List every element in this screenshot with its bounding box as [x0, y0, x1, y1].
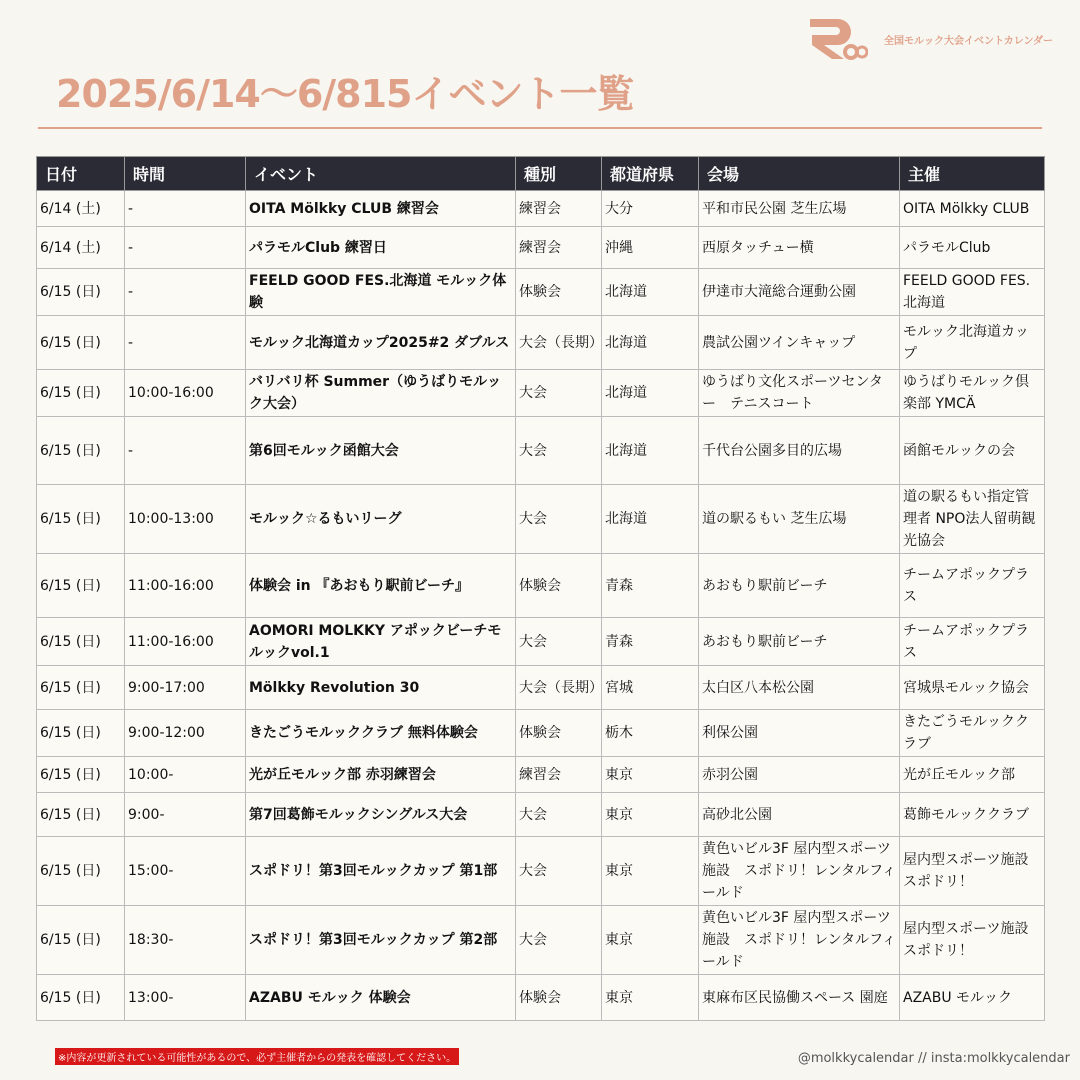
table-row [37, 370, 1045, 417]
cell-time: - [125, 227, 246, 269]
cell-prefecture: 北海道 [602, 370, 699, 417]
cell-organizer: OITA Mölkky CLUB [900, 191, 1045, 227]
cell-time: - [125, 269, 246, 316]
title-divider [38, 127, 1042, 129]
cell-event: FEELD GOOD FES.北海道 モルック体験 [246, 269, 516, 316]
table-row [37, 975, 1045, 1021]
cell-venue: 東麻布区民協働スペース 園庭 [699, 975, 900, 1021]
table-row [37, 269, 1045, 316]
cell-organizer: 宮城県モルック協会 [900, 666, 1045, 710]
table-row [37, 191, 1045, 227]
cell-time: 9:00- [125, 793, 246, 837]
cell-prefecture: 東京 [602, 975, 699, 1021]
cell-venue: 千代台公園多目的広場 [699, 417, 900, 485]
cell-time: 9:00-12:00 [125, 710, 246, 757]
column-header-organizer: 主催 [900, 157, 1045, 191]
cell-venue: ゆうばり文化スポーツセンター テニスコート [699, 370, 900, 417]
cell-prefecture: 北海道 [602, 485, 699, 554]
cell-event: 第7回葛飾モルックシングルス大会 [246, 793, 516, 837]
cell-date: 6/15 (日) [37, 316, 125, 370]
cell-event: 第6回モルック函館大会 [246, 417, 516, 485]
cell-venue: あおもり駅前ビーチ [699, 618, 900, 666]
cell-date: 6/15 (日) [37, 793, 125, 837]
table-row [37, 316, 1045, 370]
cell-time: - [125, 316, 246, 370]
cell-organizer: 葛飾モルッククラブ [900, 793, 1045, 837]
cell-organizer: 屋内型スポーツ施設 スポドリ！ [900, 906, 1045, 975]
cell-prefecture: 沖縄 [602, 227, 699, 269]
cell-time: 13:00- [125, 975, 246, 1021]
cell-venue: あおもり駅前ビーチ [699, 554, 900, 618]
cell-event: パラモルClub 練習日 [246, 227, 516, 269]
cell-event: きたごうモルッククラブ 無料体験会 [246, 710, 516, 757]
cell-organizer: ゆうばりモルック倶楽部 YMCÄ [900, 370, 1045, 417]
cell-venue: 利保公園 [699, 710, 900, 757]
event-rows [37, 191, 1045, 1021]
cell-date: 6/15 (日) [37, 417, 125, 485]
cell-event: 体験会 in 『あおもり駅前ビーチ』 [246, 554, 516, 618]
column-header-event: イベント [246, 157, 516, 191]
cell-organizer: 光が丘モルック部 [900, 757, 1045, 793]
cell-organizer: AZABU モルック [900, 975, 1045, 1021]
cell-event: OITA Mölkky CLUB 練習会 [246, 191, 516, 227]
cell-date: 6/15 (日) [37, 554, 125, 618]
footer-handles: @molkkycalendar // insta:molkkycalendar [797, 1051, 1070, 1066]
cell-prefecture: 東京 [602, 793, 699, 837]
cell-time: 15:00- [125, 837, 246, 906]
cell-date: 6/14 (土) [37, 227, 125, 269]
cell-venue: 黄色いビル3F 屋内型スポーツ施設 スポドリ！レンタルフィールド [699, 906, 900, 975]
table-row [37, 666, 1045, 710]
brand-name: 全国モルック大会イベントカレンダー [884, 36, 1054, 47]
cell-time: - [125, 417, 246, 485]
cell-date: 6/15 (日) [37, 757, 125, 793]
cell-type: 大会 [516, 485, 602, 554]
cell-prefecture: 宮城 [602, 666, 699, 710]
cell-venue: 高砂北公園 [699, 793, 900, 837]
cell-type: 大会（長期） [516, 316, 602, 370]
disclaimer-note: ※内容が更新されている可能性があるので、必ず主催者からの発表を確認してください。 [55, 1048, 459, 1065]
cell-time: 9:00-17:00 [125, 666, 246, 710]
cell-date: 6/15 (日) [37, 269, 125, 316]
cell-event: モルック北海道カップ2025#2 ダブルス [246, 316, 516, 370]
table-row [37, 793, 1045, 837]
event-table [36, 156, 1045, 1021]
cell-event: スポドリ！第3回モルックカップ 第1部 [246, 837, 516, 906]
cell-time: 10:00- [125, 757, 246, 793]
table-row [37, 710, 1045, 757]
cell-type: 体験会 [516, 269, 602, 316]
cell-date: 6/15 (日) [37, 975, 125, 1021]
cell-type: 大会 [516, 618, 602, 666]
table-row [37, 757, 1045, 793]
cell-venue: 西原タッチュー横 [699, 227, 900, 269]
cell-organizer: チームアポックプラス [900, 618, 1045, 666]
cell-venue: 農試公園ツインキャップ [699, 316, 900, 370]
cell-prefecture: 青森 [602, 618, 699, 666]
cell-date: 6/15 (日) [37, 837, 125, 906]
page-title: 2025/6/14〜6/815イベント一覧 [56, 72, 634, 116]
cell-time: 11:00-16:00 [125, 554, 246, 618]
cell-prefecture: 青森 [602, 554, 699, 618]
cell-venue: 伊達市大滝総合運動公園 [699, 269, 900, 316]
cell-type: 大会 [516, 370, 602, 417]
cell-type: 体験会 [516, 554, 602, 618]
table-row [37, 485, 1045, 554]
cell-type: 練習会 [516, 227, 602, 269]
cell-type: 大会 [516, 837, 602, 906]
column-header-time: 時間 [125, 157, 246, 191]
cell-organizer: 屋内型スポーツ施設 スポドリ！ [900, 837, 1045, 906]
cell-prefecture: 北海道 [602, 417, 699, 485]
cell-event: AZABU モルック 体験会 [246, 975, 516, 1021]
column-header-prefecture: 都道府県 [602, 157, 699, 191]
cell-time: - [125, 191, 246, 227]
cell-prefecture: 栃木 [602, 710, 699, 757]
cell-prefecture: 東京 [602, 757, 699, 793]
cell-event: Mölkky Revolution 30 [246, 666, 516, 710]
cell-date: 6/15 (日) [37, 710, 125, 757]
molkky-calendar-logo [808, 17, 868, 61]
cell-organizer: FEELD GOOD FES.北海道 [900, 269, 1045, 316]
column-header-date: 日付 [37, 157, 125, 191]
cell-prefecture: 大分 [602, 191, 699, 227]
cell-organizer: チームアポックプラス [900, 554, 1045, 618]
cell-event: バリバリ杯 Summer（ゆうばりモルック大会） [246, 370, 516, 417]
column-header-type: 種別 [516, 157, 602, 191]
table-header-row [37, 157, 1045, 191]
cell-time: 10:00-13:00 [125, 485, 246, 554]
cell-organizer: パラモルClub [900, 227, 1045, 269]
cell-event: 光が丘モルック部 赤羽練習会 [246, 757, 516, 793]
cell-prefecture: 北海道 [602, 269, 699, 316]
cell-organizer: 道の駅るもい指定管理者 NPO法人留萌観光協会 [900, 485, 1045, 554]
cell-prefecture: 東京 [602, 837, 699, 906]
table-row [37, 906, 1045, 975]
cell-venue: 赤羽公園 [699, 757, 900, 793]
table-row [37, 417, 1045, 485]
cell-organizer: モルック北海道カップ [900, 316, 1045, 370]
cell-prefecture: 東京 [602, 906, 699, 975]
cell-type: 練習会 [516, 757, 602, 793]
cell-date: 6/15 (日) [37, 906, 125, 975]
cell-date: 6/15 (日) [37, 666, 125, 710]
cell-date: 6/15 (日) [37, 370, 125, 417]
cell-venue: 太白区八本松公園 [699, 666, 900, 710]
cell-type: 大会（長期） [516, 666, 602, 710]
cell-type: 大会 [516, 793, 602, 837]
cell-prefecture: 北海道 [602, 316, 699, 370]
cell-venue: 平和市民公園 芝生広場 [699, 191, 900, 227]
column-header-venue: 会場 [699, 157, 900, 191]
cell-date: 6/15 (日) [37, 485, 125, 554]
cell-venue: 黄色いビル3F 屋内型スポーツ施設 スポドリ！レンタルフィールド [699, 837, 900, 906]
cell-date: 6/15 (日) [37, 618, 125, 666]
cell-type: 大会 [516, 417, 602, 485]
cell-type: 体験会 [516, 710, 602, 757]
cell-type: 練習会 [516, 191, 602, 227]
table-row [37, 554, 1045, 618]
cell-event: モルック☆るもいリーグ [246, 485, 516, 554]
cell-organizer: きたごうモルッククラブ [900, 710, 1045, 757]
table-row [37, 227, 1045, 269]
cell-type: 大会 [516, 906, 602, 975]
cell-event: AOMORI MOLKKY アポックビーチモルックvol.1 [246, 618, 516, 666]
cell-venue: 道の駅るもい 芝生広場 [699, 485, 900, 554]
cell-type: 体験会 [516, 975, 602, 1021]
cell-event: スポドリ！第3回モルックカップ 第2部 [246, 906, 516, 975]
cell-time: 11:00-16:00 [125, 618, 246, 666]
cell-time: 10:00-16:00 [125, 370, 246, 417]
table-row [37, 837, 1045, 906]
cell-organizer: 函館モルックの会 [900, 417, 1045, 485]
table-row [37, 618, 1045, 666]
cell-time: 18:30- [125, 906, 246, 975]
cell-date: 6/14 (土) [37, 191, 125, 227]
